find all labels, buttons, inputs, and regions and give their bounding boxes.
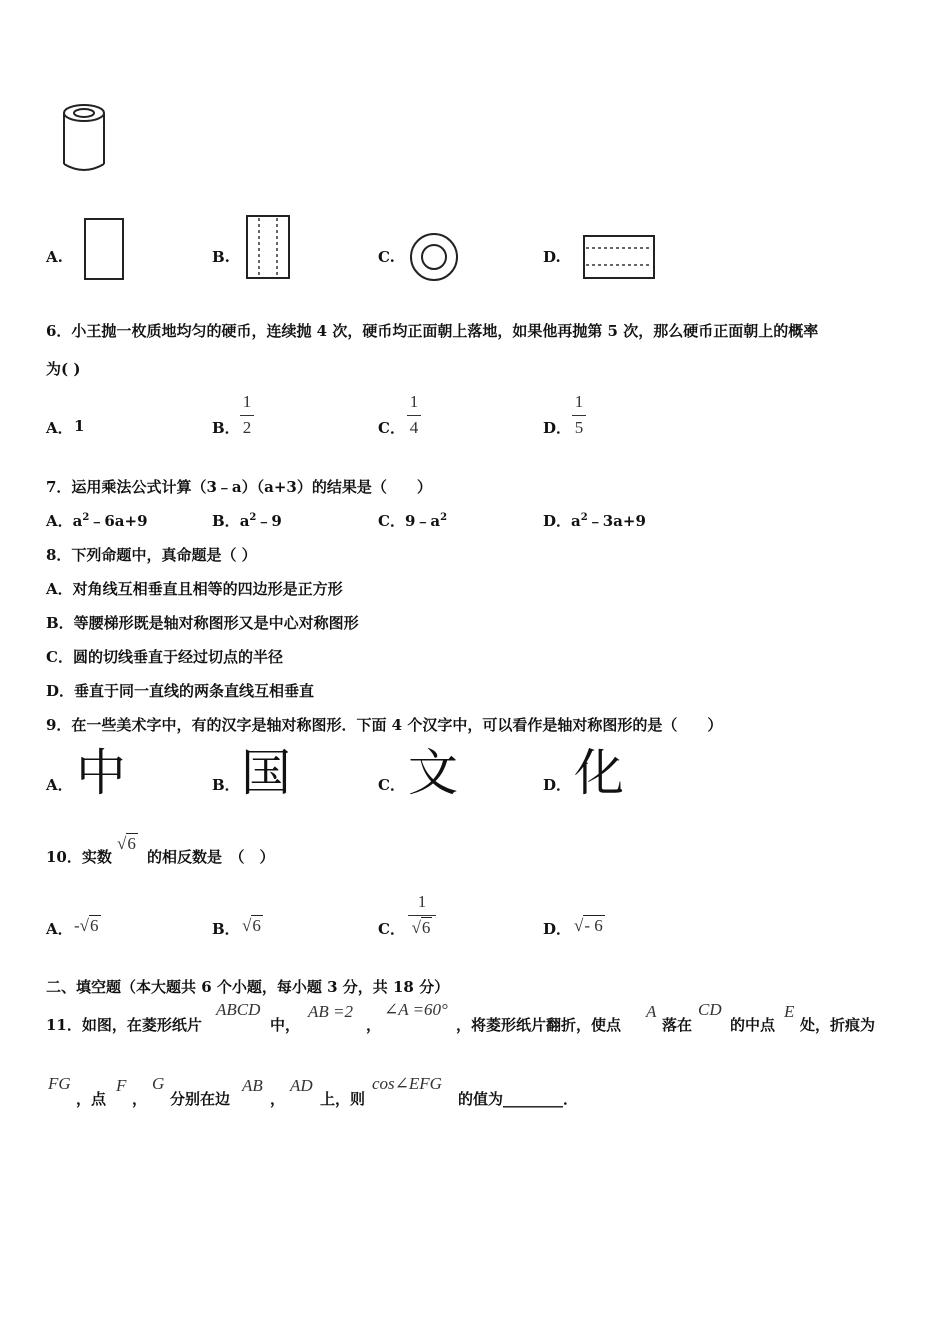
q5-option-b-dashed-rect-figure — [246, 214, 292, 282]
q8-option-a: A．对角线互相垂直且相等的四边形是正方形 — [46, 580, 343, 598]
fraction-denominator: √6 — [411, 918, 431, 937]
option-text: 9﹣a — [404, 512, 441, 530]
q10-suffix: 的相反数是 （ ） — [147, 848, 275, 866]
q8-option-d: D．垂直于同一直线的两条直线互相垂直 — [46, 682, 315, 700]
q11-text-6: 的中点 — [730, 1016, 776, 1034]
q10-option-c-label: C． — [378, 920, 405, 938]
q11-math-a: A — [646, 1002, 657, 1021]
q5-option-a-label: A. — [46, 248, 63, 266]
q6-stem-line1: 6．小王抛一枚质地均匀的硬币，连续抛 4 次，硬币均正面朝上落地，如果他再抛第 5 次，那么硬币正面朝上的概率 — [46, 322, 819, 340]
q11-text-1: 11．如图，在菱形纸片 — [46, 1016, 202, 1034]
q11-math-g: G — [152, 1074, 165, 1093]
q6-option-a-value: 1 — [74, 417, 85, 435]
option-label: B． — [212, 512, 240, 530]
q11-math-e: E — [784, 1002, 795, 1021]
cylinder-tube-figure — [58, 100, 110, 180]
q5-option-c-label: C. — [378, 248, 395, 266]
q11-math-cos-efg: cos∠EFG — [372, 1074, 442, 1093]
q5-option-c-ring-figure — [408, 230, 462, 284]
q11-text-12: 上，则 — [320, 1090, 366, 1108]
radicand: - 6 — [584, 916, 603, 935]
q11-text-9: ， — [132, 1090, 148, 1108]
option-label: D． — [543, 512, 572, 530]
option-text: ﹣9 — [256, 512, 282, 530]
fraction-numerator: 1 — [417, 892, 427, 911]
q5-option-b-label: B. — [212, 248, 230, 266]
q10-option-d-expression: √- 6 — [574, 916, 603, 935]
option-text: a — [72, 512, 83, 530]
q5-option-d-dashed-rect-figure — [582, 234, 658, 282]
q7-option-c — [378, 510, 447, 531]
q10-option-b-label: B． — [212, 920, 240, 938]
q11-text-13: 的值为________． — [458, 1090, 579, 1108]
q6-option-a-label: A． — [46, 419, 73, 437]
option-label: A． — [46, 512, 73, 530]
q10-prefix: 10．实数 — [46, 848, 112, 866]
q11-math-ab: AB — [242, 1076, 263, 1095]
q7-option-a — [46, 510, 148, 531]
q7-option-d — [543, 510, 646, 531]
q9-stem: 9．在一些美术字中，有的汉字是轴对称图形．下面 4 个汉字中，可以看作是轴对称图形的是（ ） — [46, 716, 723, 734]
q6-option-d-fraction — [572, 392, 586, 438]
q6-option-d-label: D． — [543, 419, 572, 437]
q9-option-b-character: 国 — [241, 744, 291, 802]
q11-math-abcd: ABCD — [216, 1000, 261, 1019]
fraction-denominator: 2 — [242, 418, 252, 437]
option-text: a — [571, 512, 581, 530]
q11-math-f: F — [116, 1076, 127, 1095]
fraction-numerator: 1 — [574, 392, 584, 411]
q9-option-a-character: 中 — [76, 744, 126, 802]
q11-math-ab-eq-2: AB =2 — [308, 1002, 353, 1021]
option-text: a — [239, 512, 250, 530]
q11-math-angle-a: ∠A =60° — [384, 1000, 448, 1019]
q10-sqrt-expression: √6 — [117, 834, 136, 853]
q6-option-c-label: C． — [378, 419, 405, 437]
q10-option-d-label: D． — [543, 920, 572, 938]
q9-option-c-label: C． — [378, 776, 405, 794]
fraction-denominator: 5 — [574, 418, 584, 437]
q10-option-a-label: A． — [46, 920, 73, 938]
fraction-numerator: 1 — [409, 392, 419, 411]
q6-option-b-label: B． — [212, 419, 240, 437]
q9-option-d-character: 化 — [574, 744, 624, 802]
option-exponent: 2 — [440, 512, 448, 523]
option-label: C． — [378, 512, 405, 530]
q10-option-c-fraction — [408, 892, 436, 938]
q9-option-c-character: 文 — [408, 744, 458, 802]
q11-text-2: 中， — [270, 1016, 301, 1034]
radicand: 6 — [421, 918, 431, 937]
q6-stem-line2: 为( ) — [46, 360, 81, 378]
q5-option-d-label: D. — [543, 248, 561, 266]
q9-option-b-label: B． — [212, 776, 240, 794]
q11-text-10: 分别在边 — [170, 1090, 231, 1108]
q11-text-11: ， — [270, 1090, 286, 1108]
q9-option-d-label: D． — [543, 776, 572, 794]
q9-option-a-label: A． — [46, 776, 73, 794]
q11-text-4: ，将菱形纸片翻折，使点 — [456, 1016, 622, 1034]
option-exponent: 2 — [580, 512, 588, 523]
q6-option-c-fraction — [407, 392, 421, 438]
option-exponent: 2 — [249, 512, 257, 523]
q11-math-ad: AD — [290, 1076, 313, 1095]
q8-option-c: C．圆的切线垂直于经过切点的半径 — [46, 648, 283, 666]
option-exponent: 2 — [82, 512, 90, 523]
radicand: 6 — [90, 916, 99, 935]
q11-math-fg: FG — [48, 1074, 71, 1093]
q11-text-8: ，点 — [76, 1090, 107, 1108]
option-text: ﹣3a+9 — [587, 512, 646, 530]
q11-math-cd: CD — [698, 1000, 722, 1019]
section-2-heading: 二、填空题（本大题共 6 个小题，每小题 3 分，共 18 分） — [46, 978, 450, 996]
fraction-numerator: 1 — [242, 392, 252, 411]
q5-option-a-rectangle-figure — [84, 218, 126, 282]
sign: - — [74, 916, 80, 935]
q11-text-3: ， — [366, 1016, 382, 1034]
q8-option-b: B．等腰梯形既是轴对称图形又是中心对称图形 — [46, 614, 359, 632]
q7-stem: 7．运用乘法公式计算（3﹣a）（a+3）的结果是（ ） — [46, 478, 432, 496]
q8-stem: 8．下列命题中，真命题是（ ） — [46, 546, 257, 564]
fraction-denominator: 4 — [409, 418, 419, 437]
radicand: 6 — [252, 916, 261, 935]
q10-option-a-expression: -√6 — [74, 916, 99, 935]
radicand: 6 — [127, 834, 136, 853]
q6-option-b-fraction — [240, 392, 254, 438]
q10-option-b-expression: √6 — [242, 916, 261, 935]
q11-text-7: 处，折痕为 — [800, 1016, 876, 1034]
q7-option-b — [212, 510, 282, 531]
option-text: ﹣6a+9 — [89, 512, 148, 530]
q11-text-5: 落在 — [662, 1016, 693, 1034]
